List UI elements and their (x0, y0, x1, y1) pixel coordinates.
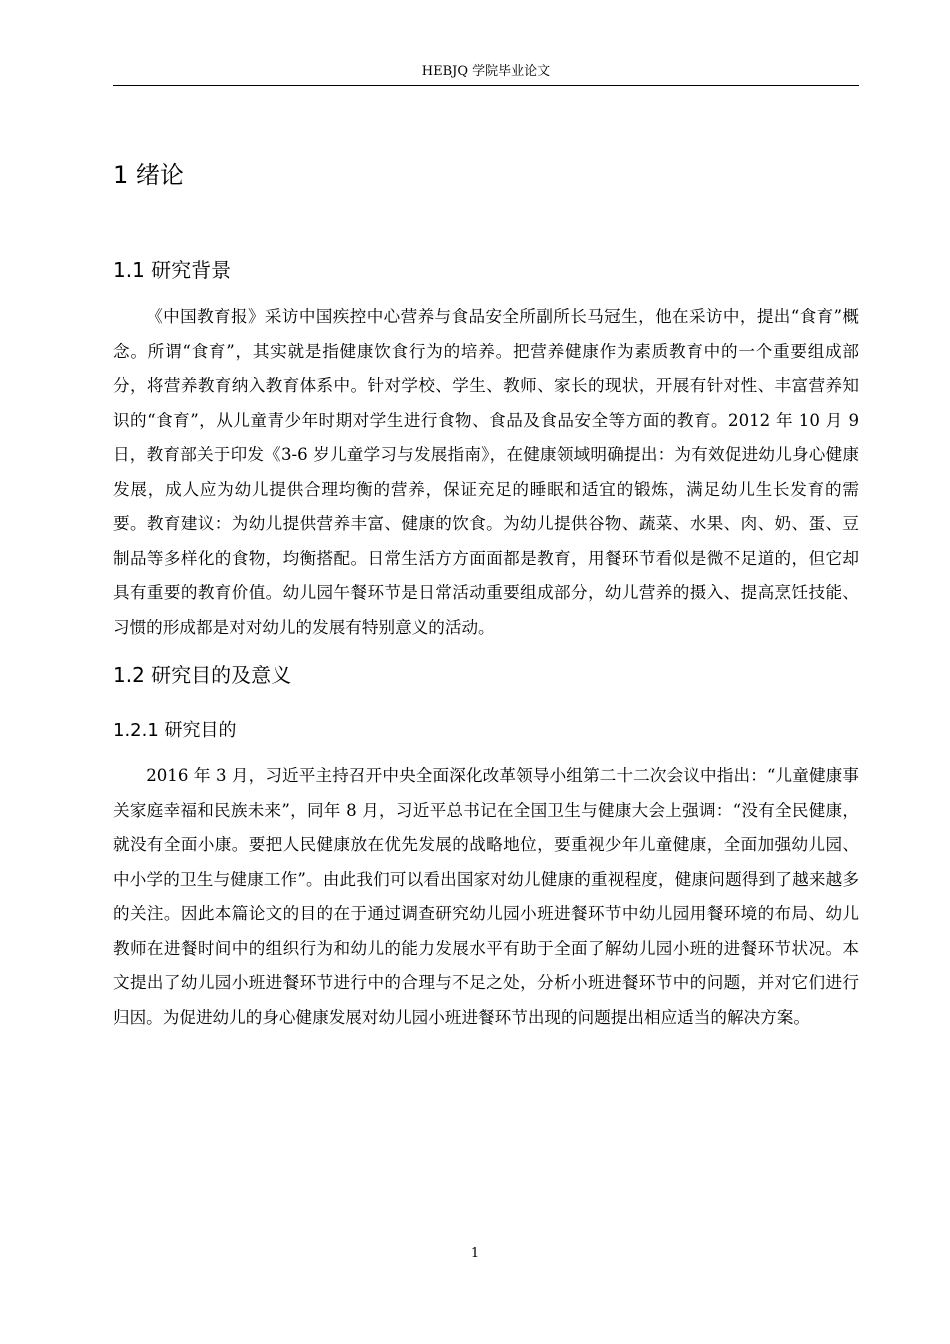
section-1-1-paragraph: 《中国教育报》采访中国疾控中心营养与食品安全所副所长马冠生，他在采访中，提出“食育”概念。所谓“食育”，其实就是指健康饮食行为的培养。把营养健康作为素质教育中的一个重要组成部分，将营养教育纳入教育体系中。针对学校、学生、教师、家长的现状，开展有针对性、丰富营养知识的“食育”，从儿童青少年时期对学生进行食物、食品及食品安全等方面的教育。2012 年 10 月 9 日，教育部关于印发《3-6 岁儿童学习与发展指南》，在健康领域明确提出：为有效促进幼儿身心健康发展，成人应为幼儿提供合理均衡的营养，保证充足的睡眠和适宜的锻炼，满足幼儿生长发育的需要。教育建议：为幼儿提供营养丰富、健康的饮食。为幼儿提供谷物、蔬菜、水果、肉、奶、蛋、豆制品等多样化的食物，均衡搭配。日常生活方方面面都是教育，用餐环节看似是微不足道的，但它却具有重要的教育价值。幼儿园午餐环节是日常活动重要组成部分，幼儿营养的摄入、提高烹饪技能、习惯的形成都是对对幼儿的发展有特别意义的活动。 (113, 307, 859, 637)
header-divider (113, 85, 859, 86)
running-header: HEBJQ 学院毕业论文 (421, 64, 551, 79)
page-number: 1 (470, 1246, 480, 1261)
section-1-2-1-paragraph: 2016 年 3 月，习近平主持召开中央全面深化改革领导小组第二十二次会议中指出：“儿童健康事关家庭幸福和民族未来”，同年 8 月，习近平总书记在全国卫生与健康大会上强调：“没有全民健康，就没有全面小康。要把人民健康放在优先发展的战略地位，要重视少年儿童健康，全面加强幼儿园、中小学的卫生与健康工作”。由此我们可以看出国家对幼儿健康的重视程度，健康问题得到了越来越多的关注。因此本篇论文的目的在于通过调查研究幼儿园小班进餐环节中幼儿园用餐环境的布局、幼儿教师在进餐时间中的组织行为和幼儿的能力发展水平有助于全面了解幼儿园小班的进餐环节状况。本文提出了幼儿园小班进餐环节进行中的合理与不足之处，分析小班进餐环节中的问题，并对它们进行归因。为促进幼儿的身心健康发展对幼儿园小班进餐环节出现的问题提出相应适当的解决方案。 (113, 766, 859, 1027)
section-title-1-2: 1.2 研究目的及意义 (113, 663, 292, 687)
chapter-title: 1 绪论 (113, 161, 184, 189)
page-body (113, 150, 859, 1035)
section-title-1-2-1: 1.2.1 研究目的 (113, 720, 237, 741)
section-title-1-1: 1.1 研究背景 (113, 258, 232, 282)
